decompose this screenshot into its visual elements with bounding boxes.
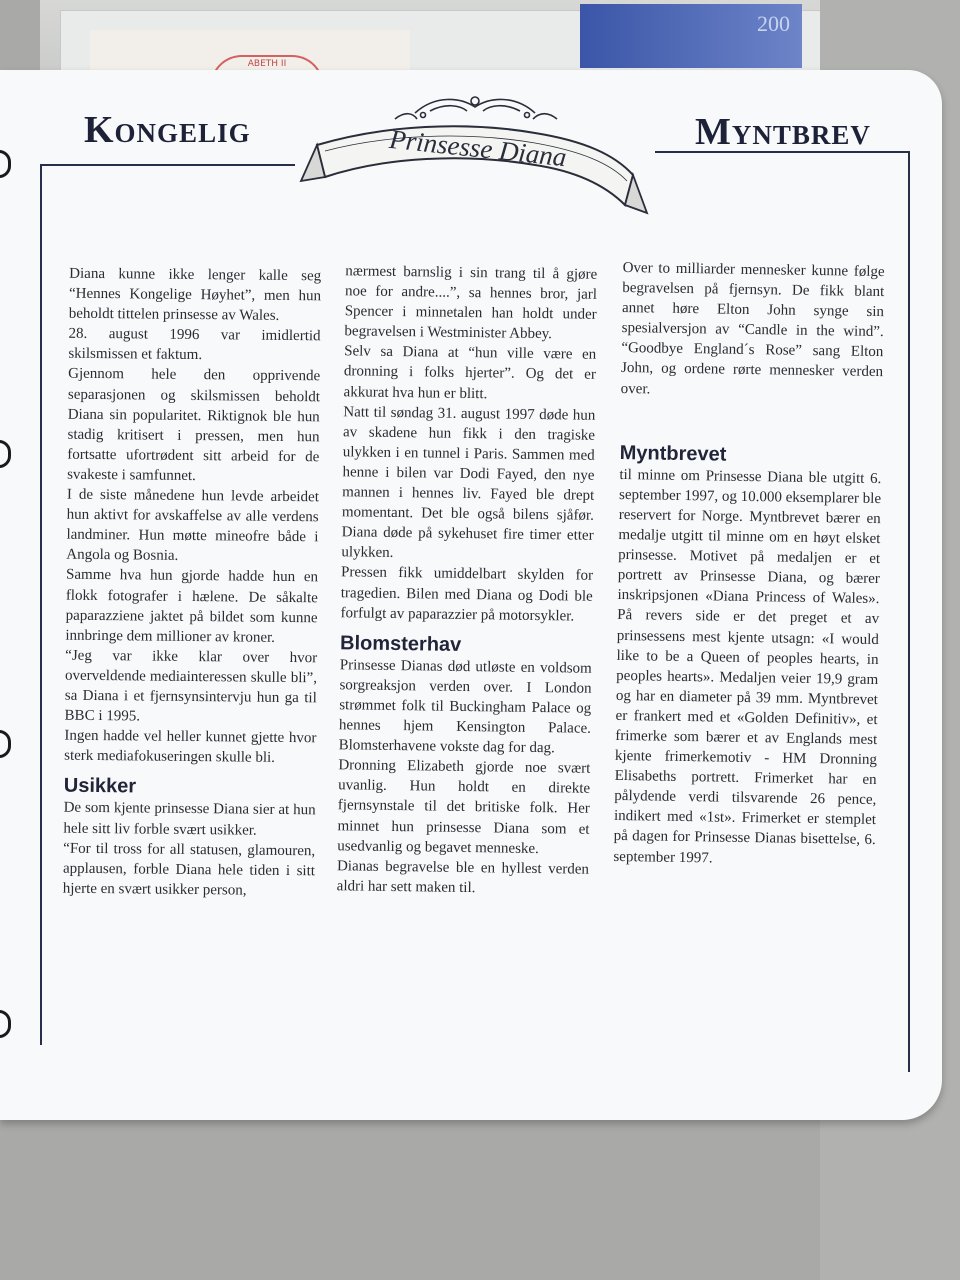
body-paragraph: Gjennom hele den opprivende separasjonen og skilsmissen beholdt Diana sin popularitet. Riktignok ble hun stadig kritisert i pressen, men hun fortsatte ufortrødent sitt arbeid for de svakeste i samfunnet.: [67, 366, 321, 484]
page-frame-left: [40, 165, 42, 1045]
page-frame-right: [908, 152, 910, 1072]
header-rule-left: [40, 164, 295, 166]
column-spacer: [620, 399, 883, 437]
page-title-right: [695, 110, 871, 154]
body-paragraph: Over to milliarder mennesker kunne følge begravelsen på fjernsyn. De fikk blant annet høre Elton John synge sin spesialversjon av “Candle in the wind”. “Goodbye England´s Rose” sang Elton John, og ordene rørte mennesker verden over.: [620, 259, 885, 397]
ornament-flourish: [395, 97, 557, 119]
body-paragraph: Dronning Elizabeth gjorde noe svært uvanlig. Hun holdt en direkte fjernsynstale til det britiske folk. Her minnet hun prinsesse Diana som et usedvanlig og begavet menneske.: [337, 757, 591, 857]
title-left-text: Kongelig: [84, 109, 251, 151]
body-paragraph: til minne om Prinsesse Diana ble utgitt 6. september 1997, og 10.000 eksemplarer ble reservert for Norge. Myntbrevet bærer en medalje utgitt til minne om en høyt elsket prinsesse. Motivet på medaljen er et portrett av Prinsesse Diana, og bærer inskripsjonen «Diana Princess of Wales». På revers side er det preget et av prinsessens mest kjente utsagn: «I would like to be a Queen of peoples hearts, in peoples hearts». Medaljen veier 19,9 gram og har en diameter på 39 mm. Myntbrevet er frankert med et «Golden Definitiv», et frimerke som bærer et av Englands mest kjente frimerkemotiv - HM Dronning Elisabeths portrett. Frimerket har en pålydende verdi tilsvarende 26 pence, indikert med «1st». Frimerket er stemplet på dagen for Prinsesse Dianas bisettelse, 6. september 1997.: [613, 466, 882, 866]
body-paragraph: Ingen hadde vel heller kunnet gjette hvor sterk mediafokuseringen skulle bli.: [64, 727, 317, 767]
body-paragraph: nærmest barnslig i sin trang til å gjøre noe for andre....”, sa hennes bror, jarl Spencer i minnetalen han holdt under begravelsen i Westminister Abbey.: [344, 263, 598, 343]
body-paragraph: Diana kunne ikke lenger kalle seg “Hennes Kongelige Høyhet”, men hun beholdt tittelen prinsesse av Wales.: [68, 265, 322, 325]
page-title-left: [84, 108, 251, 152]
body-paragraph: De som kjente prinsesse Diana sier at hun hele sitt liv forble svært usikker.: [63, 800, 316, 839]
body-paragraph: I de siste månedene hun levde arbeidet hun aktivt for avskaffelse av alle verdens landminer. Hun møtte mineofre både i Angola og Bosnia.: [66, 486, 319, 565]
body-paragraph: Selv sa Diana at “hun ville være en dronning i folks hjerter”. Og det er akkurat hva hun er blitt.: [343, 343, 597, 402]
body-paragraph: Samme hva hun gjorde hadde hun en flokk fotografer i hælene. De såkalte paparazziene jaktet på bildet som kunne innbringe dem millioner av kroner.: [65, 567, 319, 646]
body-paragraph: Dianas begravelse ble en hyllest verden aldri har sett maken til.: [336, 857, 590, 896]
blue-card: 200: [580, 4, 802, 68]
body-paragraph: “Jeg var ikke klar over hvor overveldende mediainteressen skulle bli”, sa Diana i et fjernsynsintervju hun ga til BBC i 1995.: [64, 647, 318, 725]
body-paragraph: Pressen fikk umiddelbart skylden for tragedien. Bilen med Diana og Dodi ble forfulgt av paparazzier på motorsykler.: [340, 564, 594, 625]
title-right-text: Myntbrev: [695, 111, 871, 153]
body-paragraph: Natt til søndag 31. august 1997 døde hun av skadene hun fikk i den tragiske ulykken i en tunnel i Paris. Sammen med henne i bilen var Dodi Fayed, den nye mannen i hennes liv. Fayed ble drept momentant. Det ble også bilens sjåfør. Diana døde på sykehuset fire timer etter ulykken.: [341, 403, 596, 562]
section-heading: Blomsterhav: [339, 631, 462, 656]
body-paragraph: “For til tross for all statusen, glamouren, applausen, forble Diana hele tiden i sitt hjerte en svært usikker person,: [62, 840, 316, 899]
body-paragraph: 28. august 1996 var imidlertid skilsmissen et faktum.: [68, 325, 321, 364]
banner-text: Prinsesse Diana: [387, 123, 568, 173]
ribbon-banner: [295, 85, 655, 220]
text-column-3: [613, 258, 885, 871]
section-heading: Usikker: [63, 775, 137, 798]
text-column-1: [63, 264, 322, 902]
section-heading: Myntbrevet: [619, 441, 727, 466]
body-paragraph: Prinsesse Dianas død utløste en voldsom sorgreaksjon verden over. I London strømmet folk til Buckingham Palace og hennes hjem Kensington Palace. Blomsterhavene vokste dag for dag.: [338, 657, 592, 757]
text-column-2: [337, 261, 598, 899]
postmark-stamp: ABETH II: [210, 55, 324, 87]
